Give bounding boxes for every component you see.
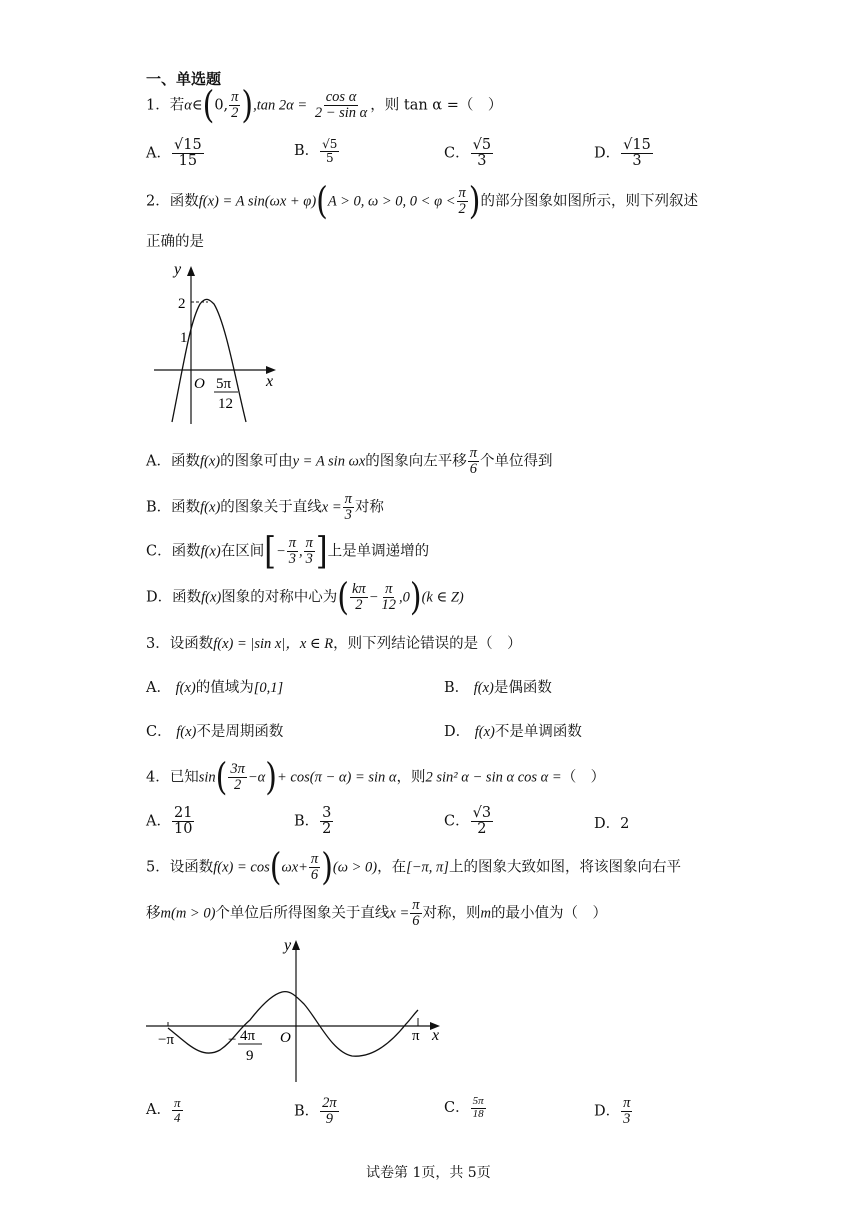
question-5-stem-cont: 移m(m > 0)个单位后所得图象关于直线x = $\frac{\pi}{6}$ 对称，则m的最小值为（ ） bbox=[146, 897, 608, 930]
question-1-option-d[interactable]: D． $\frac{√15}{3}$ bbox=[594, 137, 651, 170]
y-label: y bbox=[284, 937, 292, 954]
question-1-stem: 1．若α∈(0, $\frac{\pi}{2}$ ),tan 2α = $\frac{\text{cos α}}{\text{2 − sin α}}$ ，则 tan α =（ ） bbox=[146, 83, 503, 128]
page-footer: 试卷第 1页，共 5页 bbox=[366, 1165, 491, 1181]
question-2-graph bbox=[150, 262, 280, 428]
question-4-option-b[interactable]: B． $\frac{3}{2}$ bbox=[294, 805, 332, 838]
question-3-option-c[interactable]: C． f(x)不是周期函数 bbox=[146, 724, 284, 740]
question-2-option-c[interactable]: C．函数f(x)在区间[− $\frac{\pi}{3}$ , $\frac{\pi}{3}$ ]上是单调递增的 bbox=[146, 529, 430, 574]
question-1-option-a[interactable]: A． $\frac{√15}{15}$ bbox=[146, 137, 202, 170]
question-4-option-a[interactable]: A． $\frac{21}{10}$ bbox=[146, 805, 193, 838]
tick-1: 1 bbox=[180, 330, 188, 346]
question-1-option-b[interactable]: B． $\frac{√5}{5}$ bbox=[294, 137, 338, 165]
x-tick-denominator: 12 bbox=[218, 396, 233, 412]
y-axis-arrow bbox=[292, 940, 300, 950]
question-3-option-a[interactable]: A． f(x)的值域为[0,1] bbox=[146, 680, 284, 696]
pi-label: π bbox=[412, 1028, 420, 1044]
question-2-stem: 2．函数f(x) = A sin(ωx + φ)(A > 0, ω > 0, 0 < φ < $\frac{\pi}{2}$ )的部分图象如图所示，则下列叙述 bbox=[146, 179, 698, 224]
question-3-option-d[interactable]: D． f(x)不是单调函数 bbox=[444, 724, 582, 740]
section-heading: 一、单选题 bbox=[146, 70, 222, 88]
question-5-option-c[interactable]: C． $\frac{5\pi}{18}$ bbox=[444, 1095, 484, 1120]
origin-label: O bbox=[194, 376, 205, 392]
question-5-option-a[interactable]: A． $\frac{\pi}{4}$ bbox=[146, 1095, 181, 1125]
question-1-option-c[interactable]: C． $\frac{√5}{3}$ bbox=[444, 137, 492, 170]
question-5-stem: 5．设函数f(x) = cos(ωx+ $\frac{\pi}{6}$ )(ω > 0)，在[−π, π]上的图象大致如图，将该图象向右平 bbox=[146, 845, 681, 890]
neg-pi-label: −π bbox=[158, 1032, 175, 1048]
origin-label: O bbox=[280, 1030, 291, 1046]
question-2-option-a[interactable]: A．函数f(x)的图象可由y = A sin ωx的图象向左平移 $\frac{\pi}{6}$ 个单位得到 bbox=[146, 445, 553, 478]
question-2-option-b[interactable]: B．函数f(x)的图象关于直线x = $\frac{\pi}{3}$ 对称 bbox=[146, 491, 384, 524]
question-2-stem-cont: 正确的是 bbox=[146, 234, 204, 250]
question-5-option-d[interactable]: D． $\frac{\pi}{3}$ bbox=[594, 1095, 631, 1128]
tick-numerator: 4π bbox=[240, 1028, 256, 1044]
x-tick-numerator: 5π bbox=[216, 376, 232, 392]
tick-denominator: 9 bbox=[246, 1048, 254, 1064]
tick-2: 2 bbox=[178, 296, 186, 312]
y-axis-arrow bbox=[187, 266, 195, 276]
x-label: x bbox=[432, 1027, 440, 1044]
question-3-stem: 3．设函数f(x) = |sin x|，x ∈ R，则下列结论错误的是（ ） bbox=[146, 636, 522, 652]
tick-minus-sign: − bbox=[228, 1032, 237, 1048]
sine-curve bbox=[172, 299, 246, 422]
question-4-option-c[interactable]: C． $\frac{√3}{2}$ bbox=[444, 805, 492, 838]
question-5-option-b[interactable]: B． $\frac{2\pi}{9}$ bbox=[294, 1095, 337, 1128]
cosine-curve bbox=[168, 992, 418, 1057]
question-5-graph bbox=[140, 934, 450, 1086]
question-2-option-d[interactable]: D．函数f(x)图象的对称中心为( $\frac{k\pi}{2}$ − $\frac{\pi}{12}$ ,0)(k ∈ Z) bbox=[146, 575, 464, 620]
question-3-option-b[interactable]: B． f(x)是偶函数 bbox=[444, 680, 552, 696]
y-label: y bbox=[174, 262, 182, 278]
question-4-stem: 4．已知sin( $\frac{3\pi}{2}$ −α)+ cos(π − α) = sin α，则2 sin² α − sin α cos α =（ ） bbox=[146, 755, 606, 800]
x-label: x bbox=[266, 373, 274, 390]
question-4-option-d[interactable]: D．2 bbox=[594, 816, 630, 832]
